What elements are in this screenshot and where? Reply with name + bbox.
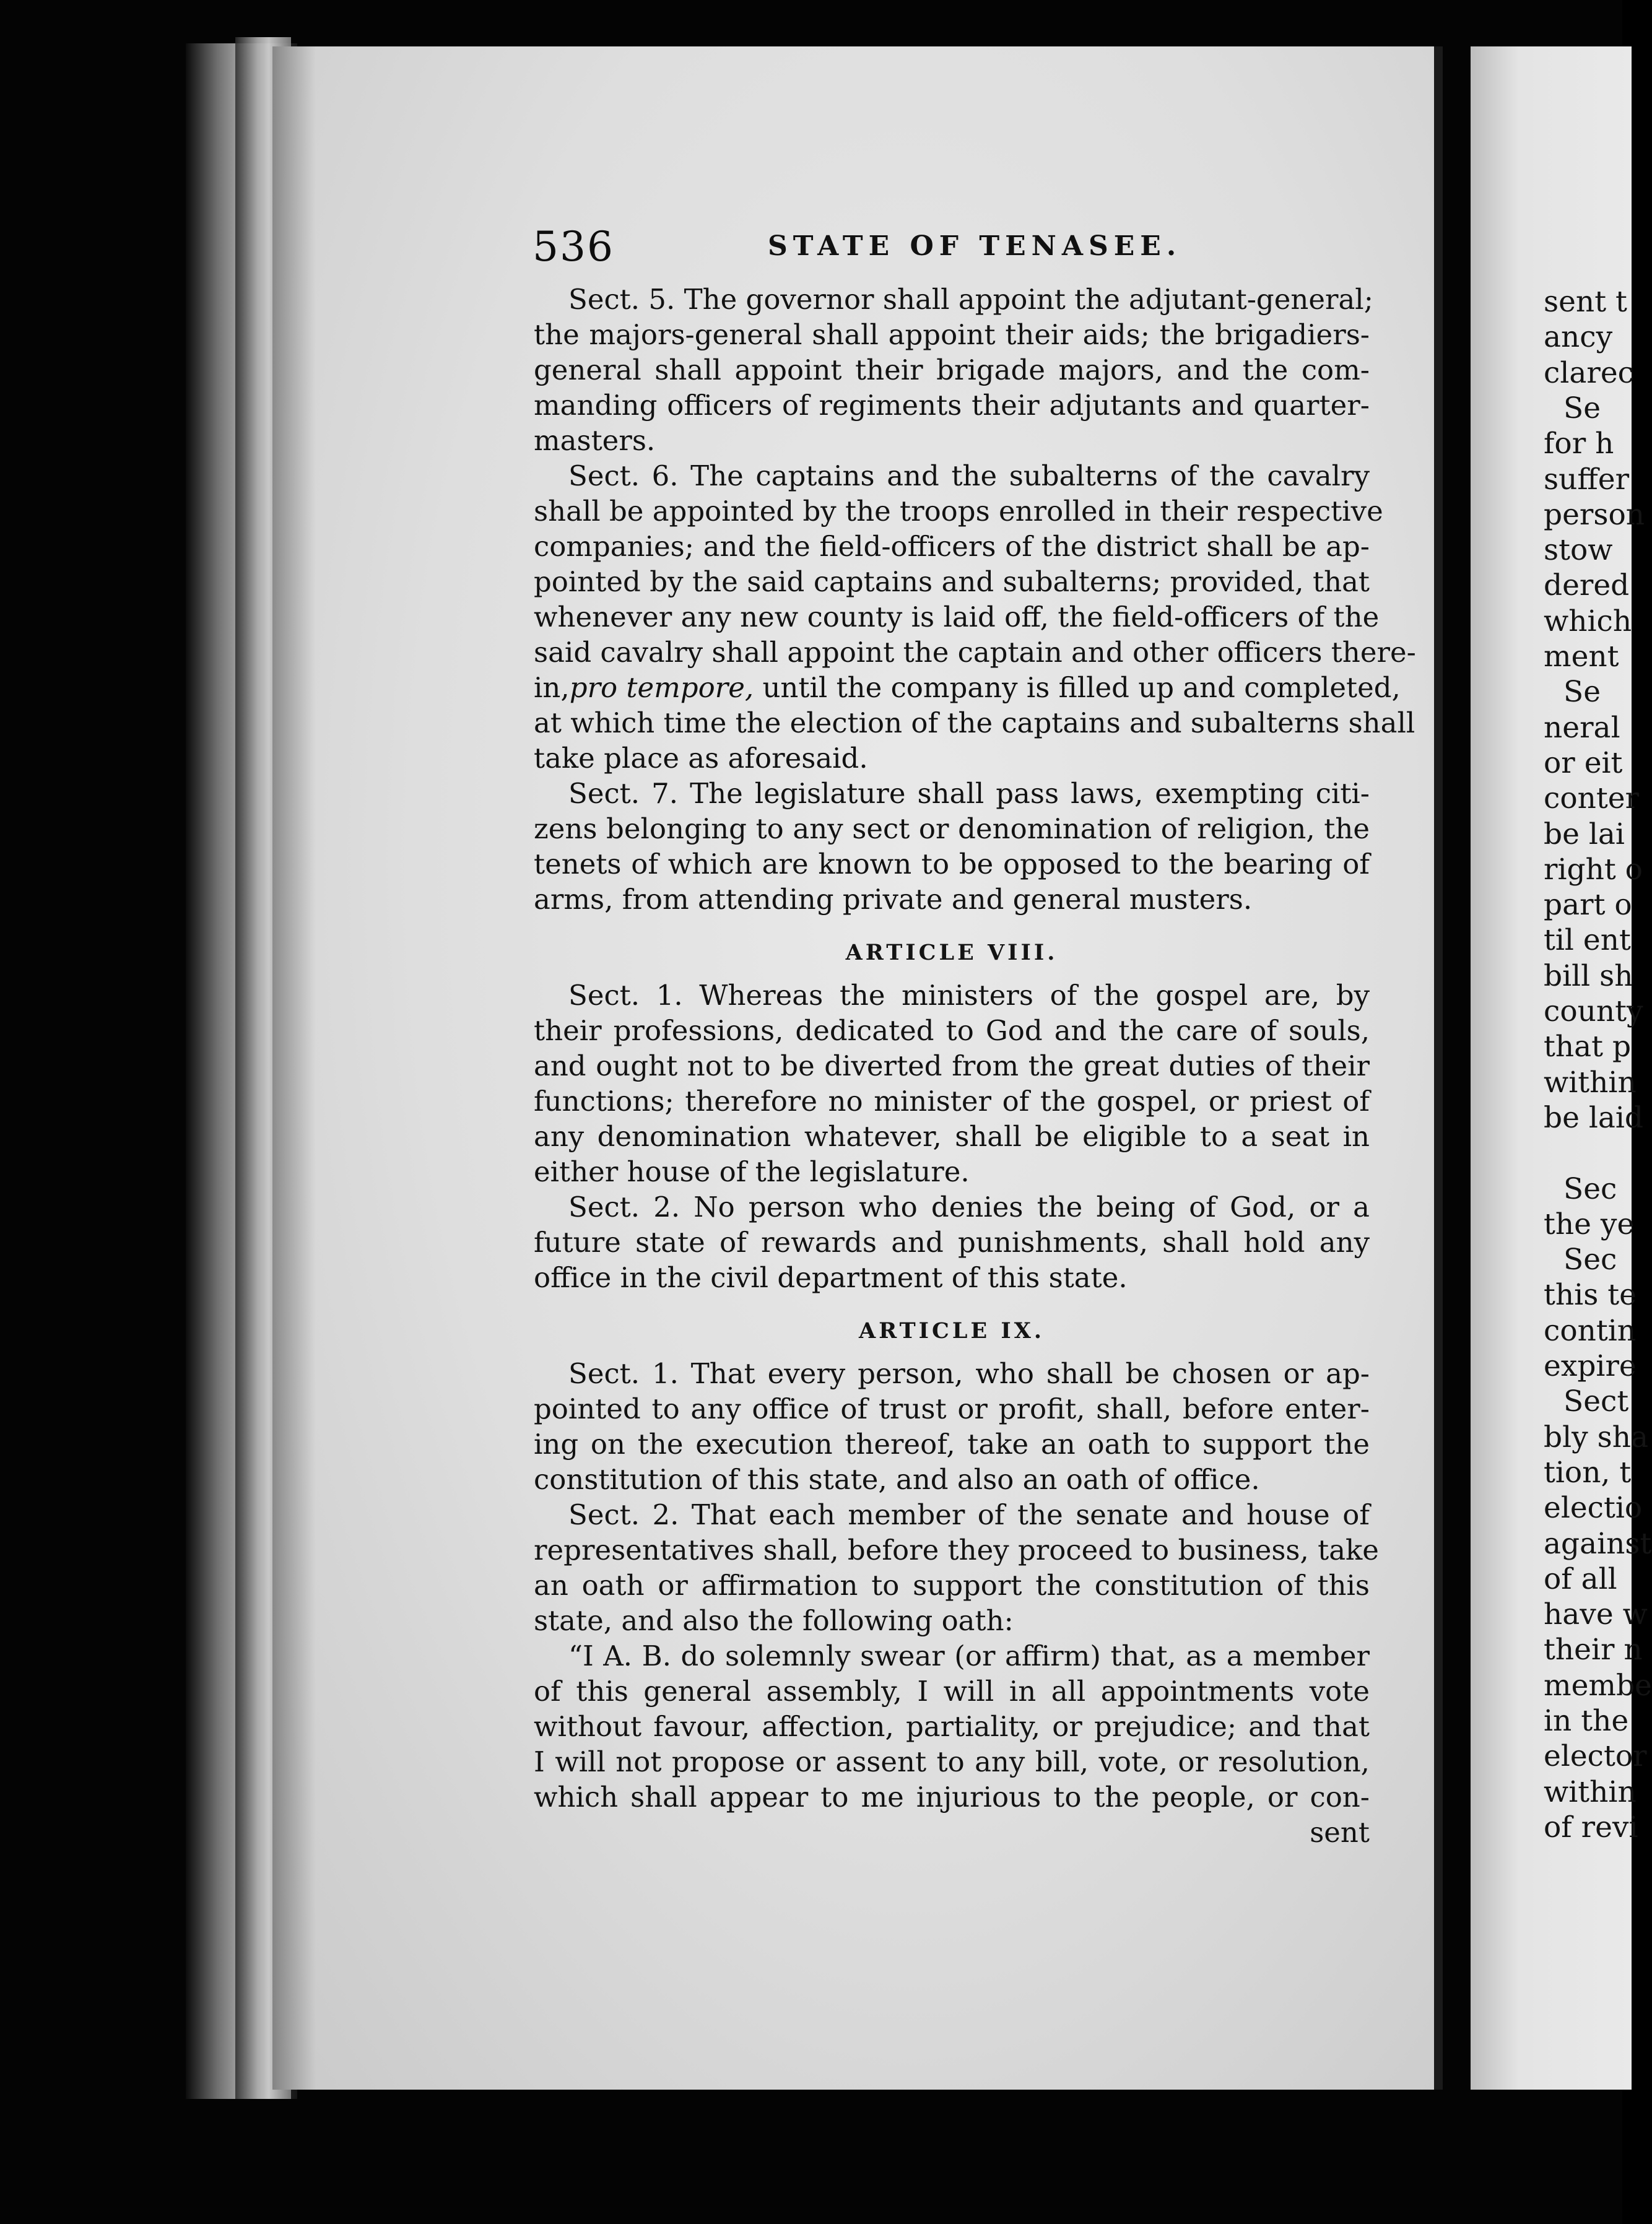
text-line: of this general assembly, I will in all appointments vote [534,1675,1370,1708]
text-fragment: in, [534,671,570,704]
text-line: representatives shall, before they proceed to business, take [534,1534,1379,1566]
text-line: Sect. 2. No person who denies the being of God, or a [568,1191,1370,1223]
facing-page-line: Sect [1563,1384,1629,1419]
facing-page-line: conter [1544,781,1640,816]
facing-page-line: ment [1544,640,1619,674]
text-line: Sect. 6. The captains and the subalterns of the cavalry [568,459,1370,492]
text-line: pointed to any office of trust or profit, shall, before enter- [534,1392,1370,1425]
facing-page-line: ancy [1544,320,1613,355]
facing-page-line: stow [1544,533,1613,568]
spacer [534,1295,1370,1306]
article-heading: ARTICLE IX. [858,1318,1045,1344]
text-line: constitution of this state, and also an oath of office. [534,1463,1260,1496]
italic-phrase: pro tempore, [569,671,754,704]
facing-page-line: elector [1544,1739,1647,1774]
facing-page-line: membe [1544,1668,1652,1703]
facing-page-line: Sec [1563,1171,1617,1206]
facing-page-line: Se [1563,391,1601,425]
facing-page-line: dered [1544,568,1630,603]
text-line: I will not propose or assent to any bill, vote, or resolution, [534,1745,1370,1778]
text-line: Sect. 1. Whereas the ministers of the gospel are, by [568,979,1370,1012]
facing-page-line: for h [1544,427,1614,461]
facing-page-line: sent t [1544,285,1627,319]
text-line: without favour, affection, partiality, or prejudice; and that [534,1710,1370,1743]
text-line: functions; therefore no minister of the gospel, or priest of [534,1085,1370,1118]
facing-page-line: suffer [1544,462,1630,497]
page-number: 536 [533,223,614,271]
facing-page-line: til ent [1544,923,1631,958]
text-line: tenets of which are known to be opposed to the bearing of [534,848,1370,880]
text-line: which shall appear to me injurious to the people, or con- [534,1781,1370,1814]
facing-page-line: clarec [1544,355,1634,390]
text-line: companies; and the field-officers of the district shall be ap- [534,530,1370,563]
facing-page-line: be laid [1544,1100,1644,1135]
facing-page-line: of revi [1544,1810,1638,1844]
text-line: an oath or affirmation to support the constitution of this [534,1569,1370,1602]
text-line: Sect. 7. The legislature shall pass laws, exempting citi- [568,777,1370,810]
text-line: masters. [534,424,656,457]
article-heading: ARTICLE VIII. [845,940,1058,965]
facing-page-line: in the [1544,1704,1629,1738]
text-line: arms, from attending private and general musters. [534,883,1253,916]
facing-page-line: bly sha [1544,1420,1649,1454]
facing-page [1471,46,1652,2090]
facing-page-line: which [1544,604,1632,638]
text-line: general shall appoint their brigade majors, and the com- [534,354,1370,386]
facing-page-line: contin [1544,1313,1637,1348]
text-line: Sect. 2. That each member of the senate and house of [568,1498,1370,1531]
facing-page-line: or eit [1544,745,1623,780]
facing-page-line: expire [1544,1349,1637,1383]
facing-page-line: Sec [1563,1243,1617,1277]
text-line: at which time the election of the captains and subalterns shall [534,706,1415,739]
facing-page-line: have w [1544,1597,1648,1632]
facing-page-line: county [1544,994,1643,1028]
text-line: Sect. 5. The governor shall appoint the adjutant-general; [568,283,1373,316]
spacer [534,917,1370,928]
text-line: pointed by the said captains and subalterns; provided, that [534,565,1370,598]
facing-page-line: their n [1544,1633,1643,1667]
text-line: either house of the legislature. [534,1155,970,1188]
gutter-shadow [272,46,316,2090]
facing-page-line: within [1544,1065,1637,1100]
facing-page-line: be lai [1544,817,1625,851]
facing-page-line: the ye [1544,1207,1635,1241]
running-title: STATE OF TENASEE. [768,230,1182,262]
text-line: said cavalry shall appoint the captain and other officers there- [534,636,1416,669]
text-line: the majors-general shall appoint their aids; the brigadiers- [534,318,1370,351]
facing-page-line: electio [1544,1491,1643,1526]
page-body [534,282,1416,1850]
facing-page-line: against [1544,1526,1652,1561]
text-line: zens belonging to any sect or denomination of religion, the [534,812,1370,845]
text-line: any denomination whatever, shall be eligible to a seat in [534,1120,1370,1153]
text-line: ing on the execution thereof, take an oath to support the [534,1428,1370,1461]
running-head [533,223,1368,272]
text-line: office in the civil department of this state. [534,1261,1128,1294]
text-line: take place as aforesaid. [534,742,868,775]
catchword: sent [1310,1816,1370,1849]
facing-page-line: person [1544,497,1645,532]
text-line: future state of rewards and punishments, shall hold any [534,1226,1370,1259]
facing-page-line: right o [1544,852,1643,887]
text-line: “I A. B. do solemnly swear (or affirm) that, as a member [568,1640,1370,1672]
facing-page-line: bill sh [1544,958,1633,993]
text-line: shall be appointed by the troops enrolled in their respective [534,495,1383,528]
facing-page-line: of all [1544,1562,1617,1596]
text-line-mixed [534,670,1401,705]
text-line: manding officers of regiments their adjutants and quarter- [534,389,1370,422]
facing-page-line: within [1544,1774,1637,1809]
text-line: state, and also the following oath: [534,1604,1014,1637]
facing-page-line: Se [1563,675,1601,710]
text-line: Sect. 1. That every person, who shall be chosen or ap- [568,1357,1370,1390]
text-fragment: until the company is filled up and completed, [754,671,1401,704]
facing-page-line: tion, t [1544,1455,1632,1490]
text-line: their professions, dedicated to God and the care of souls, [534,1014,1370,1047]
text-line: and ought not to be diverted from the great duties of their [534,1049,1370,1082]
text-line: whenever any new county is laid off, the field-officers of the [534,601,1380,633]
facing-page-line: that p [1544,1030,1632,1064]
facing-page-line: neral [1544,710,1620,745]
facing-page-line: this te [1544,1278,1637,1313]
facing-page-line: part o [1544,888,1632,923]
